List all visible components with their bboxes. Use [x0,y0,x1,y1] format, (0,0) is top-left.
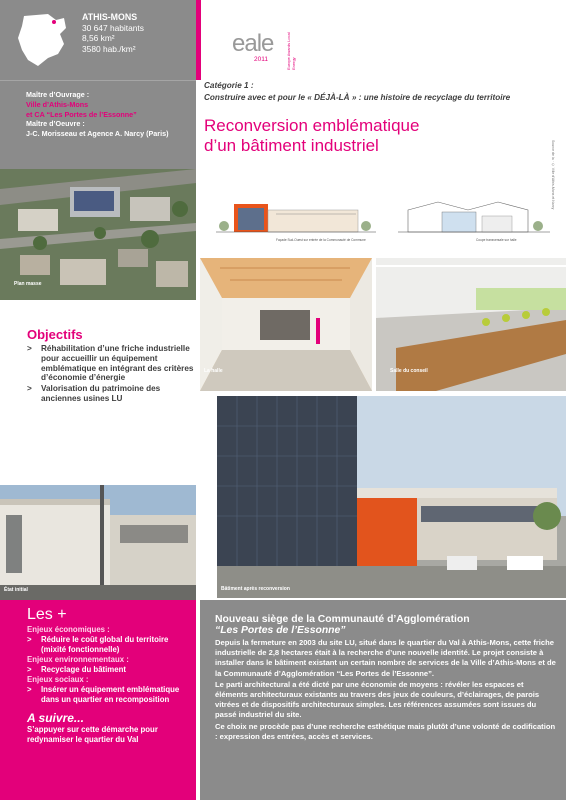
city-name: ATHIS-MONS [82,12,138,22]
city-area: 8,56 km² [82,33,115,44]
siege-paragraph-1: Depuis la fermeture en 2003 du site LU, situé dans le quartier du Val à Athis-Mons, cette friche industrielle de 2,8 hectares était à la recherche d’une nouvelle identité. Le projet consiste à installer dans le bâtiment existant un certain nombre de services de la Ville d’Athis-Mons et de la Communauté d’Agglomération “Les Portes de l’Essonne”. [215,638,556,678]
council-caption: Salle du conseil [390,368,428,374]
hall-photo [200,258,372,391]
eale-logo [232,30,296,70]
city-population: 30 647 habitants [82,22,144,33]
siege-panel [200,600,566,800]
logo-text: eale [232,30,274,57]
suivre-title: A suivre... [27,711,84,725]
city-density: 3580 hab./km² [82,43,136,54]
initial-state-photo [0,485,196,600]
side-credit: Source de la · © Ville d'Athis-Mons et Narcy [551,140,555,210]
page-title [204,116,419,156]
logo-year: 2011 [254,56,268,63]
categorie-line2: Construire avec et pour le « DÉJÀ-LÀ » : une histoire de recyclage du territoire [204,93,511,102]
ouvrage-value-2: et CA “Les Portes de l’Essonne” [26,109,137,119]
categorie-line1: Catégorie 1 : [204,81,254,90]
title-line1: Reconversion emblématique [204,116,420,135]
accent-bar [196,0,201,80]
eco-label: Enjeux économiques : [27,625,110,634]
after-caption: Bâtiment après reconversion [221,586,290,592]
facade-caption: Façade Sud-Ouest sur entrée de la Communauté de Commune [276,238,366,242]
env-item: > Recyclage du bâtiment [27,665,189,675]
siege-paragraph-3: Ce choix ne procède pas d’une recherche esthétique mais plutôt d’une volonté de codification : expression des entrées, accès et services. [215,721,556,741]
ouvrage-value-1: Ville d’Athis-Mons [26,99,89,109]
objectif-item: > Réhabilitation d’une friche industrielle pour accueillir un équipement emblématique en intégrant des critères d’économie d’énergie [27,344,197,383]
les-plus-title: Les + [27,606,67,623]
aerial-caption: Plan masse [14,281,42,287]
les-plus-panel [0,600,196,800]
categorie-block [204,80,510,104]
city-map-icon [18,14,68,66]
eco-item: > Réduire le coût global du territoire (mixité fonctionnelle) [27,635,189,655]
ouvrage-label: Maître d’Ouvrage : [26,90,90,99]
oeuvre-value: J-C. Morisseau et Agence A. Narcy (Paris) [26,129,169,139]
soc-label: Enjeux sociaux : [27,675,89,684]
suivre-text: S’appuyer sur cette démarche pour redynamiser le quartier du Val [27,725,158,744]
env-label: Enjeux environnementaux : [27,655,129,664]
objectif-item: > Valorisation du patrimoine des anciennes usines LU [27,384,197,404]
logo-vertical-text: Europe Awards Local Energy [286,32,296,70]
siege-subtitle: “Les Portes de l’Essonne” [215,625,346,636]
soc-item: > Insérer un équipement emblématique dans un quartier en recomposition [27,685,189,705]
siege-paragraph-2: Le parti architectural a été dicté par une économie de moyens : révéler les espaces et éléments architecturaux existants au travers des jeux de couleurs, d’éclairages, de parois vitrées et de dispositifs architecturaux simples. Les références assumées sont issues du passé industriel du site. [215,679,540,720]
facade-drawing [216,196,376,246]
city-stats [82,12,144,54]
section-drawing [398,196,550,246]
building-after-photo [217,396,566,598]
hall-caption: La halle [204,368,223,374]
section-caption: Coupe transversale sur halle [476,238,517,242]
council-room-photo [376,258,566,391]
siege-title: Nouveau siège de la Communauté d’Agglomération [215,614,470,625]
aerial-photo [0,169,196,300]
objectifs-list [27,344,197,405]
objectifs-title: Objectifs [27,327,83,342]
credits-panel [0,80,196,169]
oeuvre-label: Maître d’Oeuvre : [26,119,85,129]
city-panel [0,0,196,80]
initial-caption: État initial [4,587,28,593]
title-line2: d’un bâtiment industriel [204,136,379,155]
